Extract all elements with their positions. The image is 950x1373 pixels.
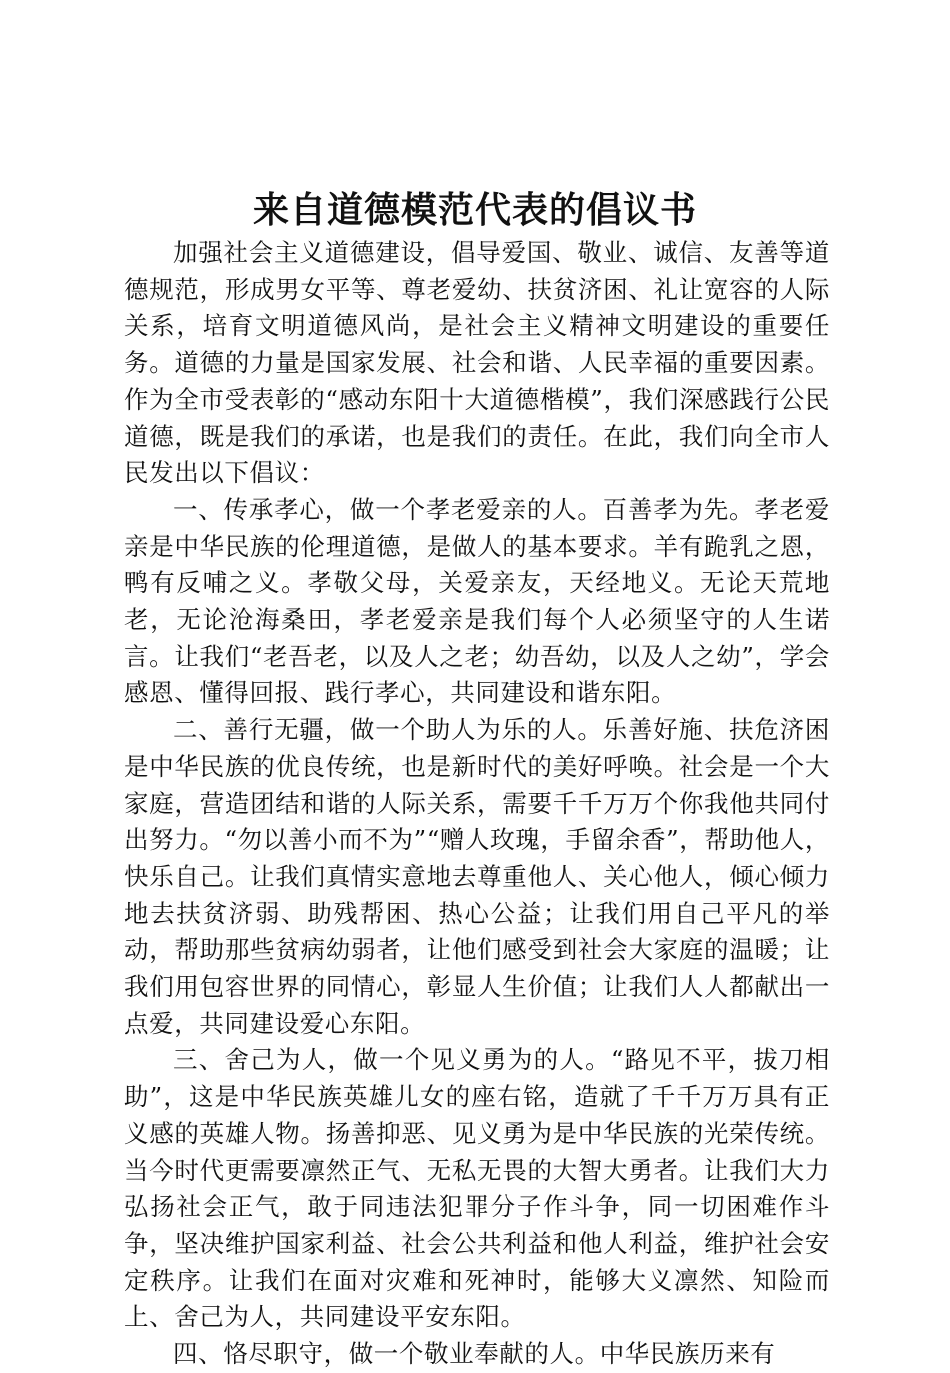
proposal-paragraph-3: 三、舍己为人，做一个见义勇为的人。“路见不平，拔刀相助”，这是中华民族英雄儿女的座右铭，造就了千千万万具有正义感的英雄人物。扬善抑恶、见义勇为是中华民族的光荣传统。当今时代更需要凛然正气、无私无畏的大智大勇者。让我们大力弘扬社会正气，敢于同违法犯罪分子作斗争，同一切困难作斗争，坚决维护国家利益、社会公共利益和他人利益，维护社会安定秩序。让我们在面对灾难和死神时，能够大义凛然、知险而上、舍己为人，共同建设平安东阳。: [124, 1045, 830, 1332]
document-body: [124, 235, 830, 1373]
proposal-paragraph-4: 四、恪尽职守，做一个敬业奉献的人。中华民族历来有: [173, 1339, 776, 1369]
proposal-paragraph-1: 一、传承孝心，做一个孝老爱亲的人。百善孝为先。孝老爱亲是中华民族的伦理道德，是做人的基本要求。羊有跪乳之恩，鸭有反哺之义。孝敬父母，关爱亲友，天经地义。无论天荒地老，无论沧海桑田，孝老爱亲是我们每个人必须坚守的人生诺言。让我们“老吾老，以及人之老；幼吾幼，以及人之幼”，学会感恩、懂得回报、践行孝心，共同建设和谐东阳。: [124, 494, 830, 708]
proposal-paragraph-2: 二、善行无疆，做一个助人为乐的人。乐善好施、扶危济困是中华民族的优良传统，也是新时代的美好呼唤。社会是一个大家庭，营造团结和谐的人际关系，需要千千万万个你我他共同付出努力。“勿以善小而不为”“赠人玫瑰，手留余香”，帮助他人，快乐自己。让我们真情实意地去尊重他人、关心他人，倾心倾力地去扶贫济弱、助残帮困、热心公益；让我们用自己平凡的举动，帮助那些贫病幼弱者，让他们感受到社会大家庭的温暖；让我们用包容世界的同情心，彰显人生价值；让我们人人都献出一点爱，共同建设爱心东阳。: [124, 715, 830, 1038]
document-title: 来自道德模范代表的倡议书: [252, 190, 697, 231]
intro-paragraph: 加强社会主义道德建设，倡导爱国、敬业、诚信、友善等道德规范，形成男女平等、尊老爱幼、扶贫济困、礼让宽容的人际关系，培育文明道德风尚，是社会主义精神文明建设的重要任务。道德的力量是国家发展、社会和谐、人民幸福的重要因素。作为全市受表彰的“感动东阳十大道德楷模”，我们深感践行公民道德，既是我们的承诺，也是我们的责任。在此，我们向全市人民发出以下倡议：: [124, 238, 830, 488]
